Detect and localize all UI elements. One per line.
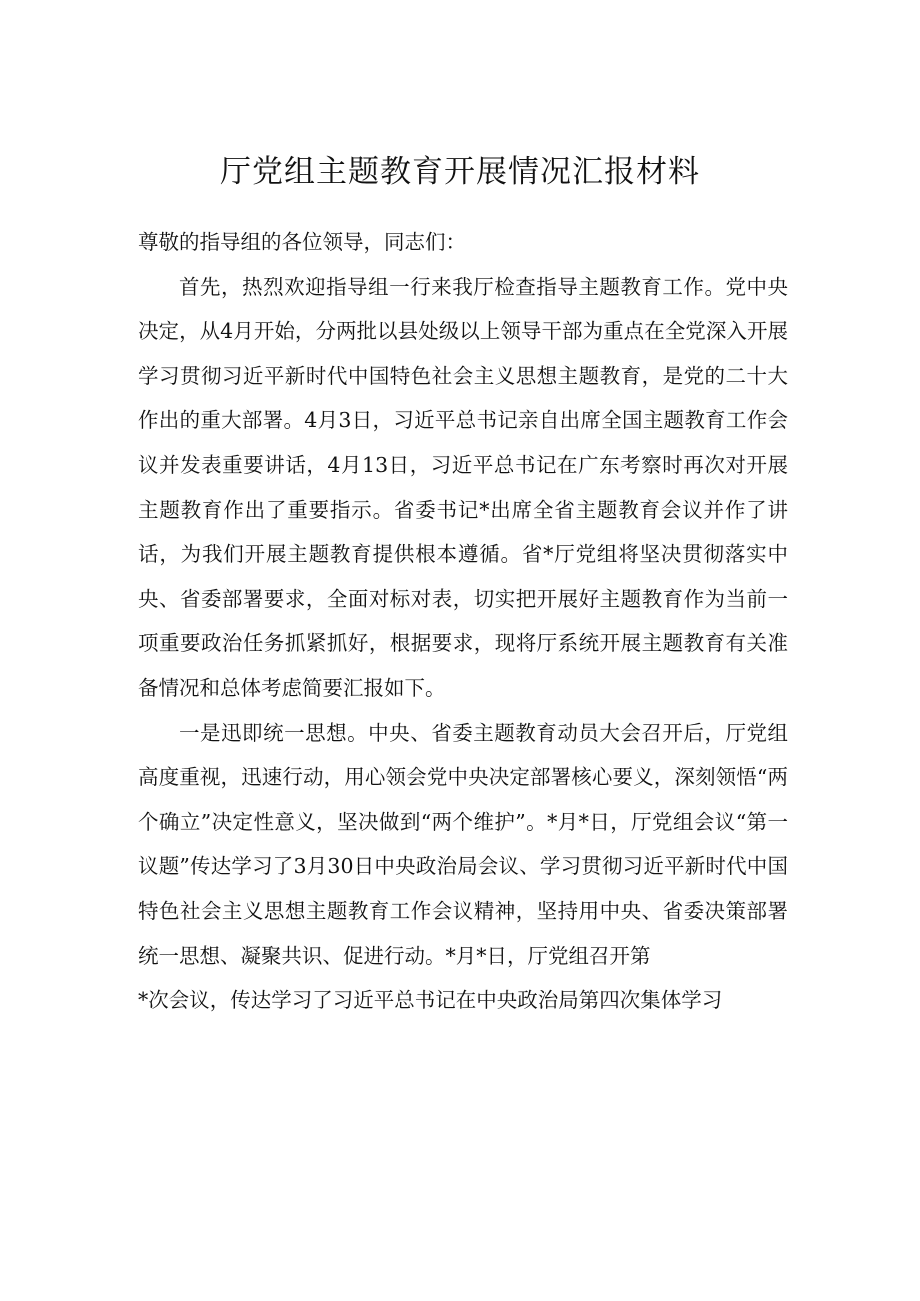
document-body (138, 220, 788, 1023)
paragraph-unify-thinking: 一是迅即统一思想。中央、省委主题教育动员大会召开后，厅党组高度重视，迅速行动，用心领会党中央决定部署核心要义，深刻领悟“两个确立”决定性意义，坚决做到“两个维护”。*月*日，厅党组会议“第一议题”传达学习了3月30日中央政治局会议、学习贯彻习近平新时代中国特色社会主义思想主题教育工作会议精神，坚持用中央、省委决策部署统一思想、凝聚共识、促进行动。*月*日，厅党组召开第 (138, 720, 788, 968)
paragraph-continuation: *次会议，传达学习了习近平总书记在中央政治局第四次集体学习 (138, 988, 723, 1013)
document-title: 厅党组主题教育开展情况汇报材料 (220, 154, 700, 190)
salutation: 尊敬的指导组的各位领导，同志们： (138, 230, 466, 254)
paragraph-intro: 首先，热烈欢迎指导组一行来我厅检查指导主题教育工作。党中央决定，从4月开始，分两批以县处级以上领导干部为重点在全党深入开展学习贯彻习近平新时代中国特色社会主义思想主题教育，是党的二十大作出的重大部署。4月3日，习近平总书记亲自出席全国主题教育工作会议并发表重要讲话，4月13日，习近平总书记在广东考察时再次对开展主题教育作出了重要指示。省委书记*出席全省主题教育会议并作了讲话，为我们开展主题教育提供根本遵循。省*厅党组将坚决贯彻落实中央、省委部署要求，全面对标对表，切实把开展好主题教育作为当前一项重要政治任务抓紧抓好，根据要求，现将厅系统开展主题教育有关准备情况和总体考虑简要汇报如下。 (138, 274, 788, 700)
